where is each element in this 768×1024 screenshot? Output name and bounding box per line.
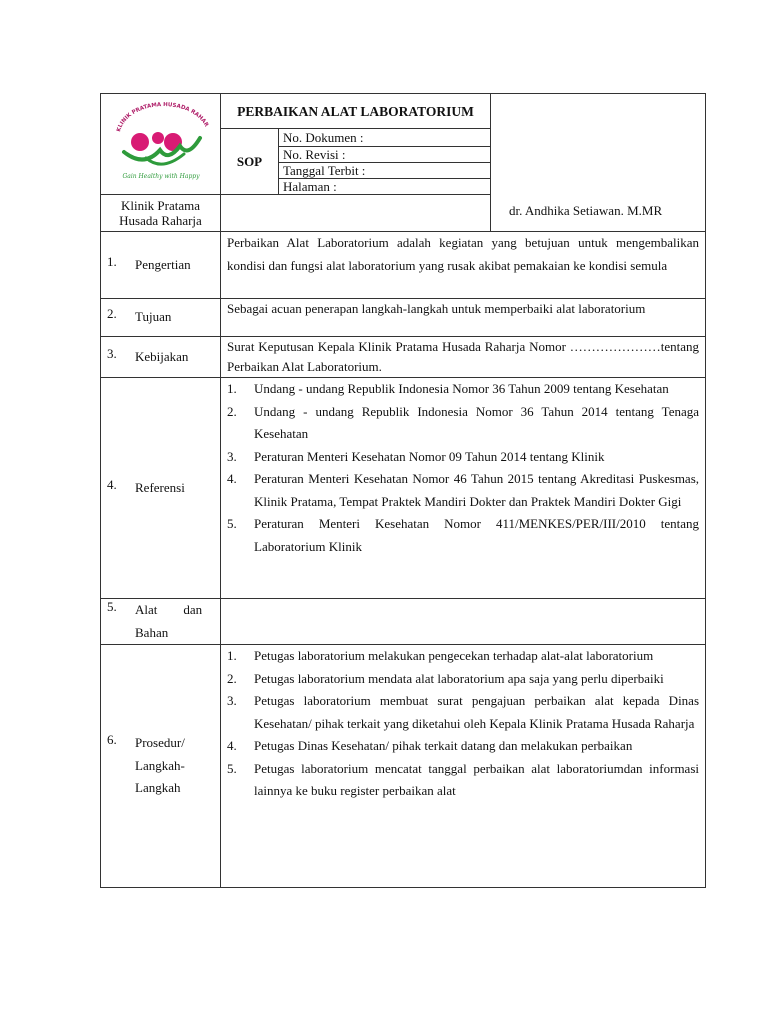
section-number: 5. bbox=[107, 599, 117, 614]
signatory-name: dr. Andhika Setiawan. M.MR bbox=[509, 203, 663, 218]
procedure-list bbox=[221, 645, 705, 803]
section-number: 4. bbox=[107, 476, 117, 492]
section-label: Prosedur/ bbox=[135, 735, 185, 751]
section-text: Perbaikan Alat Laboratorium adalah kegiatan yang betujuan untuk mengembalikan kondisi dan fungsi alat laboratorium yang rusak akibat pemakaian ke kondisi semula bbox=[221, 232, 706, 299]
section-label-cont: Bahan bbox=[135, 624, 169, 640]
meta-tanggal-terbit: Tanggal Terbit : bbox=[279, 163, 491, 179]
section-tujuan bbox=[101, 299, 706, 337]
list-item: 5. Peraturan Menteri Kesehatan Nomor 411/MENKES/PER/III/2010 tentang Laboratorium Klinik bbox=[227, 516, 700, 554]
logo-arc-text: KLINIK PRATAMA HUSADA RAHAR bbox=[115, 102, 209, 133]
section-label: Pengertian bbox=[135, 256, 191, 272]
sop-document bbox=[100, 93, 705, 888]
section-label: Kebijakan bbox=[135, 348, 189, 364]
section-text: Sebagai acuan penerapan langkah-langkah untuk memperbaiki alat laboratorium bbox=[221, 299, 706, 337]
list-item: 5. Petugas laboratorium mencatat tanggal perbaikan alat laboratoriumdan informasi lainnya ke buku register perbaikan alat bbox=[227, 760, 700, 798]
clinic-logo-cell bbox=[101, 94, 221, 195]
section-label-cont: Langkah bbox=[135, 780, 181, 796]
svg-text:KLINIK PRATAMA HUSADA RAHARJA bbox=[106, 102, 210, 133]
section-pengertian bbox=[101, 232, 706, 299]
section-label: Tujuan bbox=[135, 309, 172, 325]
section-kebijakan bbox=[101, 337, 706, 378]
meta-no-dokumen: No. Dokumen : bbox=[279, 129, 491, 147]
section-number: 2. bbox=[107, 306, 117, 322]
section-number: 1. bbox=[107, 253, 117, 269]
section-number: 3. bbox=[107, 345, 117, 361]
clinic-name bbox=[101, 195, 221, 232]
meta-halaman: Halaman : bbox=[279, 179, 491, 195]
signatory-cell bbox=[491, 94, 706, 232]
section-prosedur bbox=[101, 645, 706, 888]
section-label-cont: Langkah- bbox=[135, 757, 185, 773]
list-item: 3. Petugas laboratorium membuat surat pengajuan perbaikan alat kepada Dinas Kesehatan/ pihak terkait yang diketahui oleh Kepala Klinik Pratama Husada Raharja bbox=[227, 693, 700, 731]
list-item: 2. Undang - undang Republik Indonesia Nomor 36 Tahun 2014 tentang Tenaga Kesehatan bbox=[227, 403, 700, 441]
section-referensi bbox=[101, 378, 706, 599]
section-label: Referensi bbox=[135, 479, 185, 495]
section-text: Surat Keputusan Kepala Klinik Pratama Husada Raharja Nomor …………………tentang Perbaikan Alat Laboratorium. bbox=[221, 337, 706, 378]
clinic-name-line1: Klinik Pratama bbox=[120, 198, 201, 213]
list-item: 3. Peraturan Menteri Kesehatan Nomor 09 Tahun 2014 tentang Klinik bbox=[227, 448, 605, 464]
empty-header-cell bbox=[221, 195, 491, 232]
meta-no-revisi: No. Revisi : bbox=[279, 147, 491, 163]
list-item: 1. Undang - undang Republik Indonesia Nomor 36 Tahun 2009 tentang Kesehatan bbox=[227, 381, 669, 396]
logo-tagline: Gain Healthy with Happy bbox=[121, 173, 200, 180]
clinic-name-line2: Husada Raharja bbox=[119, 213, 202, 228]
sop-table bbox=[100, 93, 706, 888]
document-title: PERBAIKAN ALAT LABORATORIUM bbox=[221, 94, 491, 129]
section-text-empty bbox=[221, 599, 706, 645]
clinic-logo bbox=[106, 102, 216, 182]
list-item: 1. Petugas laboratorium melakukan pengecekan terhadap alat-alat laboratorium bbox=[227, 648, 654, 663]
list-item: 2. Petugas laboratorium mendata alat laboratorium apa saja yang perlu diperbaiki bbox=[227, 670, 664, 686]
section-alat-bahan bbox=[101, 599, 706, 645]
list-item: 4. Peraturan Menteri Kesehatan Nomor 46 Tahun 2015 tentang Akreditasi Puskesmas, Klinik Pratama, Tempat Praktek Mandiri Dokter dan Praktek Mandiri Dokter Gigi bbox=[227, 471, 700, 509]
section-label: Alat dan bbox=[135, 602, 203, 617]
reference-list bbox=[221, 378, 705, 558]
list-item: 4. Petugas Dinas Kesehatan/ pihak terkait datang dan melakukan perbaikan bbox=[227, 738, 633, 753]
section-number: 6. bbox=[107, 732, 117, 748]
sop-label: SOP bbox=[221, 129, 279, 195]
